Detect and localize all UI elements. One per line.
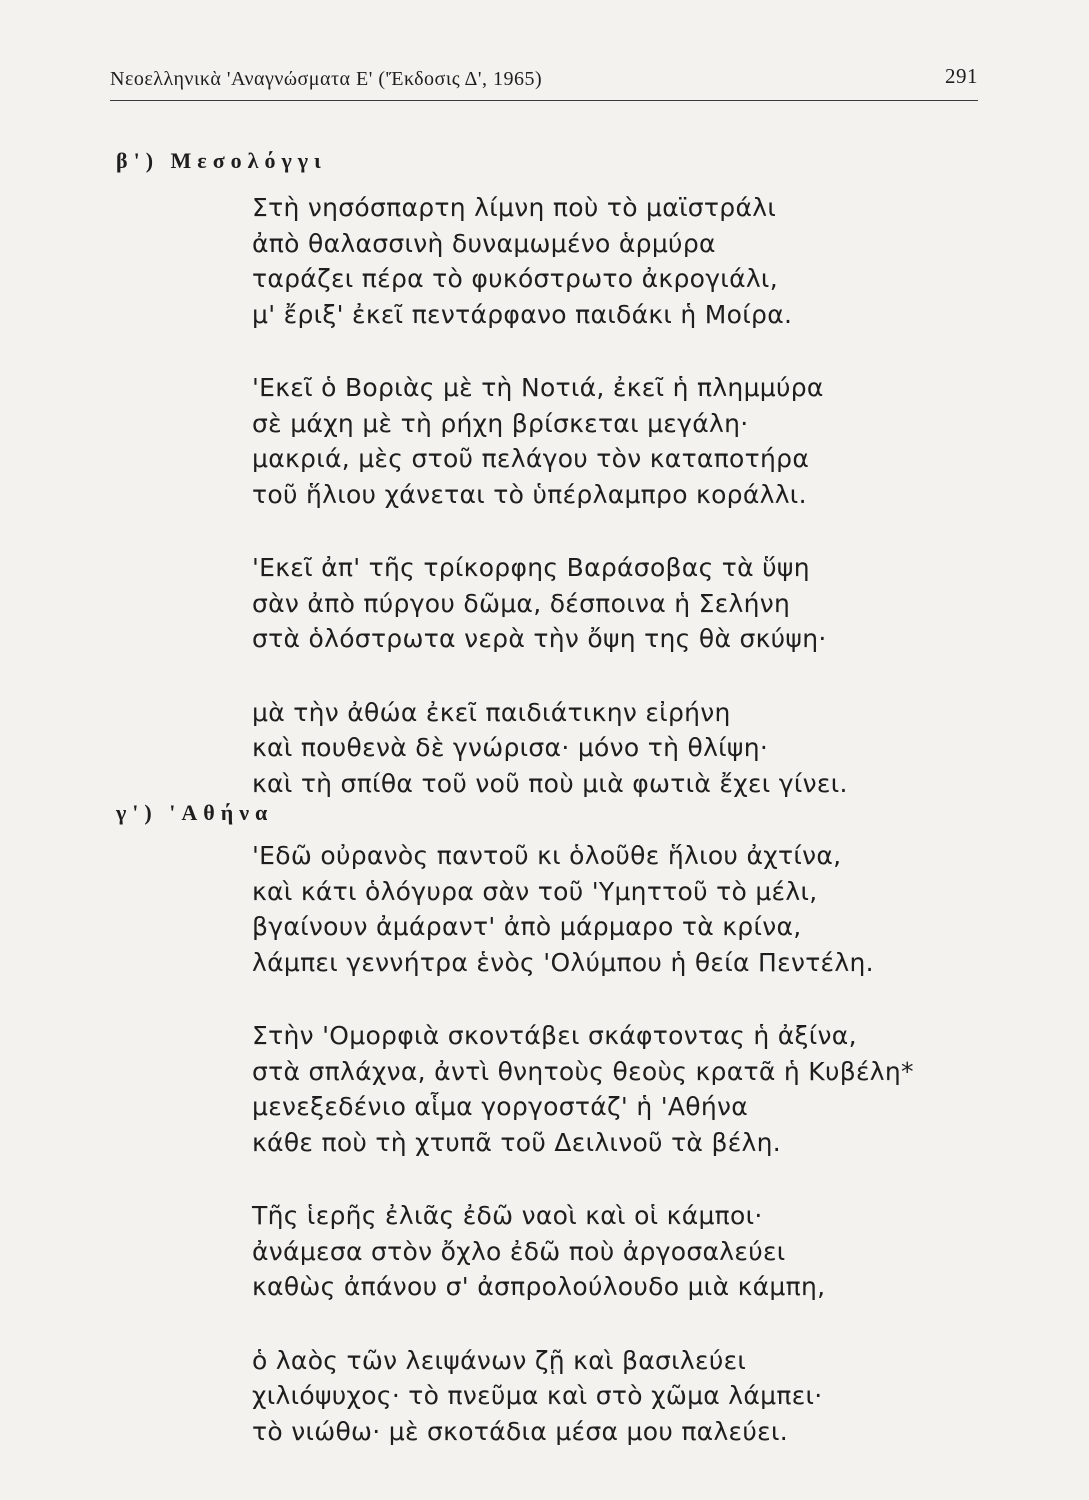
header-rule (110, 100, 978, 101)
stanza (252, 370, 848, 512)
stanza (252, 695, 848, 802)
poem-mesolongi (252, 190, 848, 801)
section-heading-mesolongi: β') Μεσολόγγι (116, 148, 327, 173)
stanza (252, 190, 848, 332)
verse-line: καὶ πουθενὰ δὲ γνώρισα· μόνο τὴ θλίψη· (252, 733, 769, 762)
verse-line: στὰ ὁλόστρωτα νερὰ τὴν ὄψη της θὰ σκύψη· (252, 624, 827, 653)
poem-athina (252, 838, 914, 1449)
verse-line: στὰ σπλάχνα, ἀντὶ θνητοὺς θεοὺς κρατᾶ ἡ Κυβέλη* (252, 1056, 914, 1086)
verse-line: σὲ μάχη μὲ τὴ ρήχη βρίσκεται μεγάλη· (252, 408, 749, 438)
stanza (252, 1343, 914, 1450)
stanza (252, 550, 848, 657)
verse-line: μὰ τὴν ἀθώα ἐκεῖ παιδιάτικην εἰρήνη (252, 697, 731, 727)
page-number: 291 (945, 64, 978, 88)
verse-line: λάμπει γεννήτρα ἑνὸς 'Ολύμπου ἡ θεία Πεντέλη. (252, 947, 874, 977)
verse-line: ταράζει πέρα τὸ φυκόστρωτο ἀκρογιάλι, (252, 264, 778, 293)
verse-line: μ' ἔριξ' ἐκεῖ πεντάρφανο παιδάκι ἡ Μοίρα. (252, 299, 793, 329)
verse-line: 'Εκεῖ ὁ Βοριὰς μὲ τὴ Νοτιά, ἐκεῖ ἡ πλημμύρα (252, 373, 824, 402)
running-head (110, 62, 978, 96)
running-head-title: Νεοελληνικὰ 'Αναγνώσματα Ε' ('Έκδοσις Δ', 1965) (110, 68, 543, 90)
verse-line: ἀπὸ θαλασσινὴ δυναμωμένο ἁρμύρα (252, 228, 716, 258)
section-heading-athina: γ') 'Αθήνα (116, 800, 274, 825)
verse-line: καθὼς ἀπάνου σ' ἀσπρολούλουδο μιὰ κάμπη, (252, 1272, 826, 1301)
stanza (252, 1018, 914, 1160)
verse-line: μενεξεδένιο αἷμα γοργοστάζ' ἡ 'Αθήνα (252, 1092, 749, 1121)
verse-line: κάθε ποὺ τὴ χτυπᾶ τοῦ Δειλινοῦ τὰ βέλη. (252, 1127, 781, 1157)
verse-line: 'Εδῶ οὐρανὸς παντοῦ κι ὁλοῦθε ἥλιου ἀχτίνα, (252, 841, 842, 870)
verse-line: τοῦ ἥλιου χάνεται τὸ ὑπέρλαμπρο κοράλλι. (252, 479, 807, 509)
stanza (252, 1198, 914, 1305)
verse-line: ὁ λαὸς τῶν λειψάνων ζῇ καὶ βασιλεύει (252, 1345, 747, 1375)
verse-line: μακριά, μὲς στοῦ πελάγου τὸν καταποτήρα (252, 444, 810, 473)
verse-line: ἀνάμεσα στὸν ὄχλο ἐδῶ ποὺ ἀργοσαλεύει (252, 1236, 786, 1266)
verse-line: καὶ τὴ σπίθα τοῦ νοῦ ποὺ μιὰ φωτιὰ ἔχει γίνει. (252, 768, 848, 798)
verse-line: σὰν ἀπὸ πύργου δῶμα, δέσποινα ἡ Σελήνη (252, 588, 791, 618)
verse-line: βγαίνουν ἀμάραντ' ἀπὸ μάρμαρο τὰ κρίνα, (252, 912, 802, 941)
stanza (252, 838, 914, 980)
verse-line: Στὴν 'Ομορφιὰ σκοντάβει σκάφτοντας ἡ ἀξίνα, (252, 1021, 857, 1050)
verse-line: χιλιόψυχος· τὸ πνεῦμα καὶ στὸ χῶμα λάμπει· (252, 1381, 823, 1410)
verse-line: καὶ κάτι ὁλόγυρα σὰν τοῦ 'Υμηττοῦ τὸ μέλι, (252, 876, 818, 906)
verse-line: Τῆς ἱερῆς ἐλιᾶς ἐδῶ ναοὶ καὶ οἱ κάμποι· (252, 1201, 763, 1230)
verse-line: 'Εκεῖ ἀπ' τῆς τρίκορφης Βαράσοβας τὰ ὕψη (252, 553, 810, 582)
verse-line: τὸ νιώθω· μὲ σκοτάδια μέσα μου παλεύει. (252, 1416, 788, 1446)
verse-line: Στὴ νησόσπαρτη λίμνη ποὺ τὸ μαϊστράλι (252, 193, 777, 222)
